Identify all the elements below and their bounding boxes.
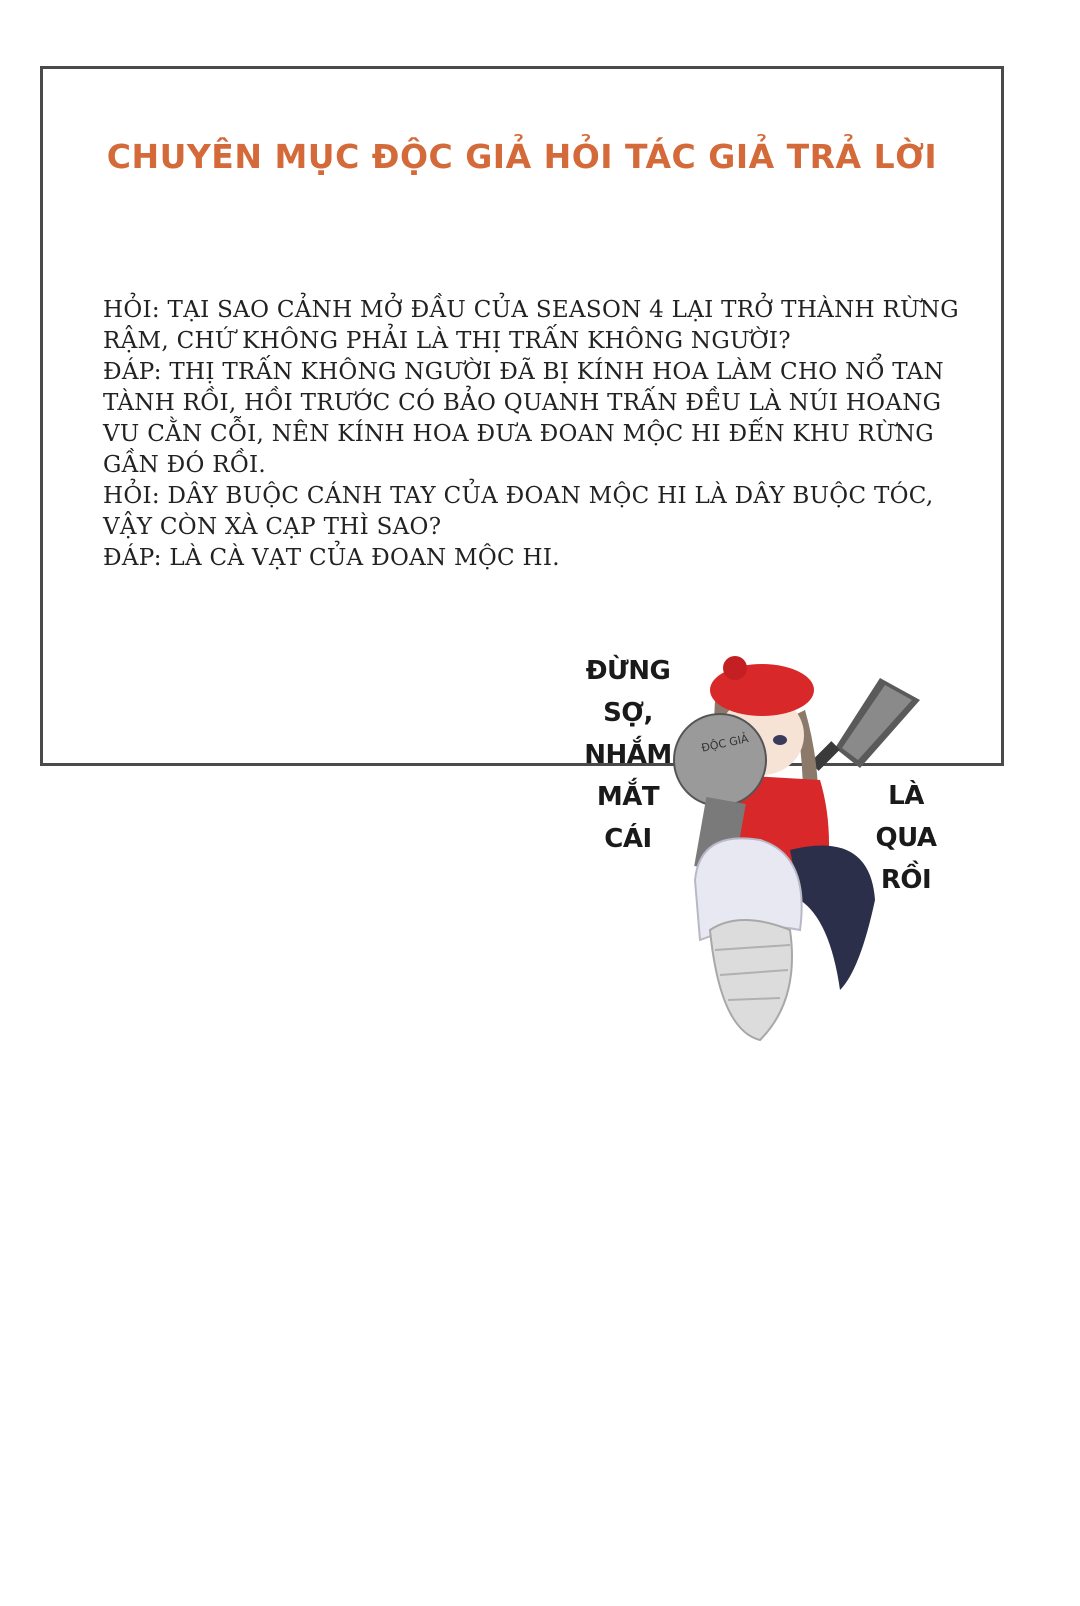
speech-left xyxy=(578,650,678,860)
question-1: HỎI: TẠI SAO CẢNH MỞ ĐẦU CỦA SEASON 4 LẠI TRỞ THÀNH RỪNG RẬM, CHỨ KHÔNG PHẢI LÀ THỊ TRẤN KHÔNG NGƯỜI? xyxy=(103,297,959,354)
bandaged-body xyxy=(710,920,792,1040)
speech-left-line: CÁI xyxy=(604,824,652,854)
speech-left-line: ĐỪNG xyxy=(585,656,671,686)
speech-left-line: SỢ, xyxy=(603,698,653,728)
speech-left-line: MẮT xyxy=(596,782,660,812)
cleaver-icon xyxy=(810,678,920,771)
red-beret xyxy=(710,656,814,716)
qa-content xyxy=(103,295,973,574)
speech-right-line: QUA xyxy=(875,823,937,853)
speech-right-line: RỒI xyxy=(880,865,932,895)
column-title: CHUYÊN MỤC ĐỘC GIẢ HỎI TÁC GIẢ TRẢ LỜI xyxy=(106,137,938,176)
answer-1: ĐÁP: THỊ TRẤN KHÔNG NGƯỜI ĐÃ BỊ KÍNH HOA LÀM CHO NỔ TAN TÀNH RỒI, HỒI TRƯỚC CÓ BẢO QUANH TRẤN ĐỀU LÀ NÚI HOANG VU CẰN CỖI, NÊN KÍNH HOA ĐƯA ĐOAN MỘC HI ĐẾN KHU RỪNG GẦN ĐÓ RỒI. xyxy=(103,359,944,478)
speech-left-line: NHẮM xyxy=(584,740,672,770)
reader-label: ĐỘC GIẢ xyxy=(700,732,750,755)
speech-right xyxy=(866,775,946,901)
question-2: HỎI: DÂY BUỘC CÁNH TAY CỦA ĐOAN MỘC HI LÀ DÂY BUỘC TÓC, VẬY CÒN XÀ CẠP THÌ SAO? xyxy=(103,483,934,540)
speech-right-line: LÀ xyxy=(888,781,924,811)
answer-2: ĐÁP: LÀ CÀ VẠT CỦA ĐOAN MỘC HI. xyxy=(103,545,560,571)
